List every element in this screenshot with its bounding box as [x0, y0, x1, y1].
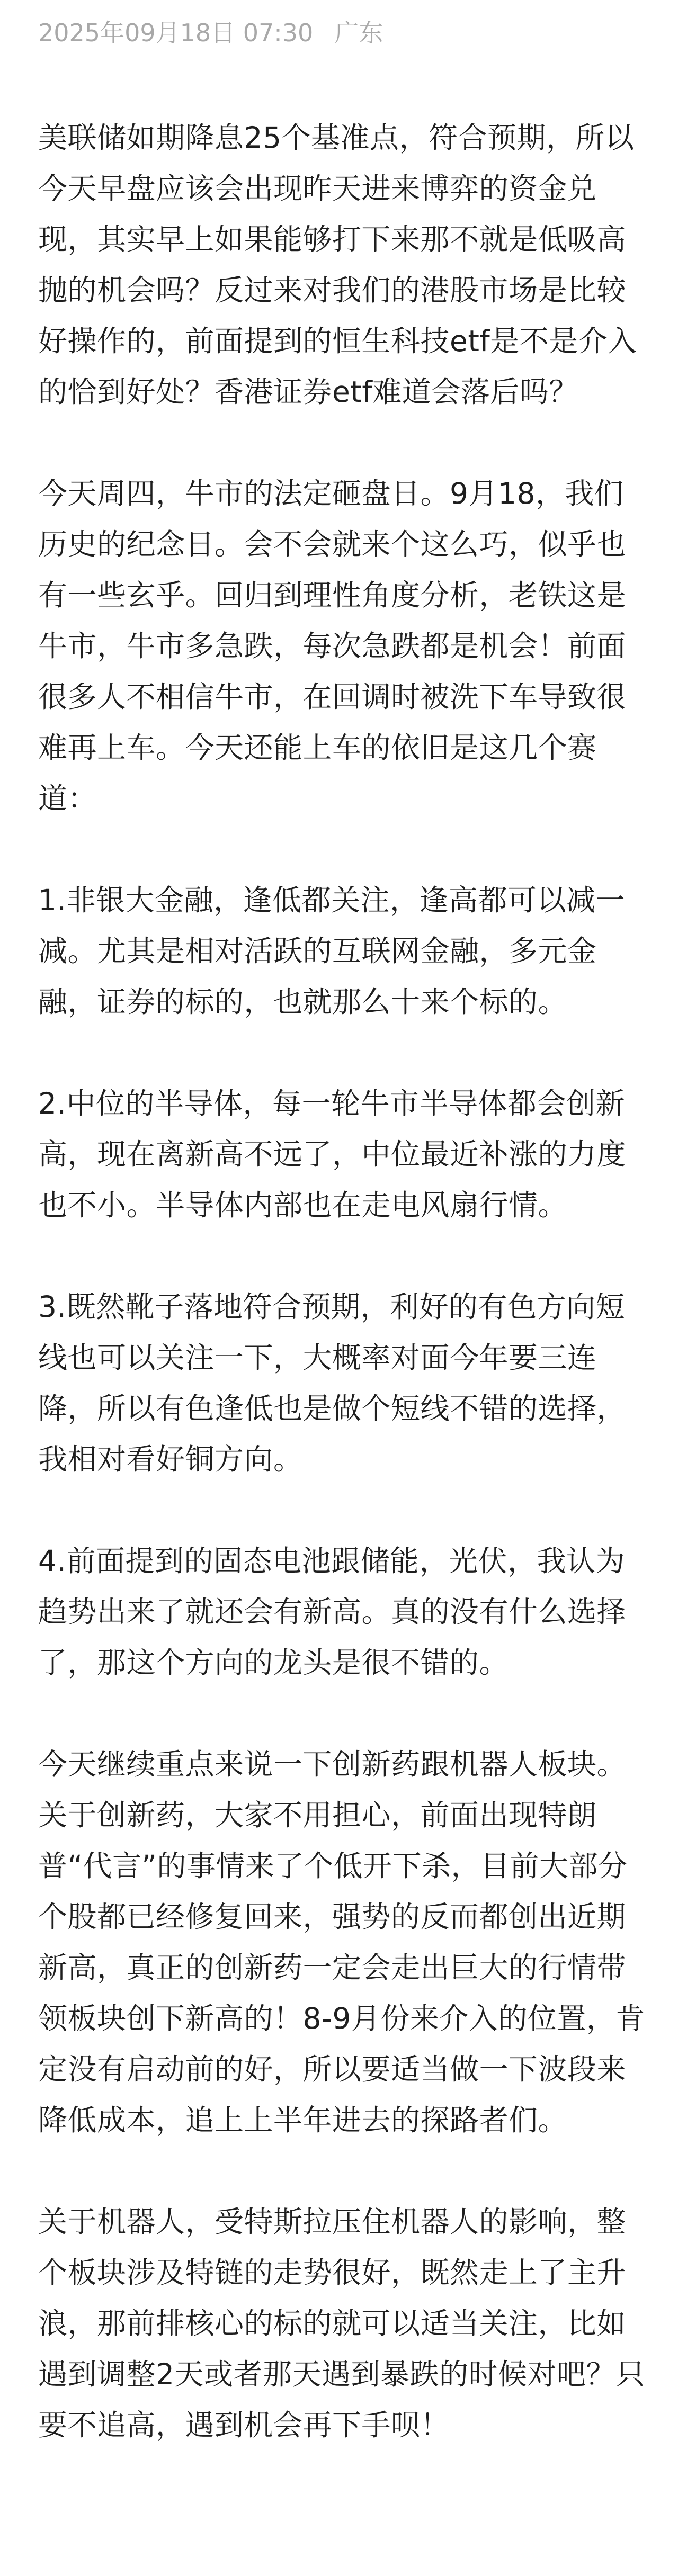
paragraph-sector-1: 1.非银大金融，逢低都关注，逢高都可以减一减。尤其是相对活跃的互联网金融，多元金融，证券的标的，也就那么十来个标的。 [38, 883, 625, 1019]
post-location: 广东 [334, 19, 383, 47]
paragraph-spacer [38, 1688, 653, 1739]
paragraph-sector-2: 2.中位的半导体，每一轮牛市半导体都会创新高，现在离新高不远了，中位最近补涨的力度也不小。半导体内部也在走电风扇行情。 [38, 1087, 627, 1222]
paragraph-robots: 关于机器人，受特斯拉压住机器人的影响，整个板块涉及特链的走势很好，既然走上了主升浪，那前排核心的标的就可以适当关注，比如遇到调整2天或者那天遇到暴跌的时候对吧？只要不追高，遇到机会再下手呗！ [38, 2205, 645, 2442]
paragraph-spacer [38, 2146, 653, 2196]
paragraph-spacer [38, 417, 653, 468]
post-meta [38, 17, 383, 49]
post-timestamp: 2025年09月18日 07:30 [38, 19, 314, 47]
paragraph-sector-3: 3.既然靴子落地符合预期，利好的有色方向短线也可以关注一下，大概率对面今年要三连降，所以有色逢低也是做个短线不错的选择，我相对看好铜方向。 [38, 1290, 627, 1476]
paragraph-spacer [38, 1027, 653, 1078]
paragraph-market-view: 今天周四，牛市的法定砸盘日。9月18，我们历史的纪念日。会不会就来个这么巧，似乎也有一些玄乎。回归到理性角度分析，老铁这是牛市，牛市多急跌，每次急跌都是机会！前面很多人不相信牛市，在回调时被洗下车导致很难再上车。今天还能上车的依旧是这几个赛道： [38, 477, 627, 815]
post-body [38, 112, 653, 2451]
paragraph-spacer [38, 1485, 653, 1536]
paragraph-spacer [38, 1231, 653, 1281]
paragraph-innovative-drugs: 今天继续重点来说一下创新药跟机器人板块。关于创新药，大家不用担心，前面出现特朗普“代言”的事情来了个低开下杀，目前大部分个股都已经修复回来，强势的反而都创出近期新高，真正的创新药一定会走出巨大的行情带领板块创下新高的！8-9月份来介入的位置，肯定没有启动前的好，所以要适当做一下波段来降低成本，追上上半年进去的探路者们。 [38, 1747, 645, 2137]
paragraph-intro: 美联储如期降息25个基准点，符合预期，所以今天早盘应该会出现昨天进来博弈的资金兑现，其实早上如果能够打下来那不就是低吸高抛的机会吗？反过来对我们的港股市场是比较好操作的，前面提到的恒生科技etf是不是介入的恰到好处？香港证券etf难道会落后吗？ [38, 121, 637, 409]
paragraph-spacer [38, 824, 653, 875]
paragraph-sector-4: 4.前面提到的固态电池跟储能，光伏，我认为趋势出来了就还会有新高。真的没有什么选择了，那这个方向的龙头是很不错的。 [38, 1544, 627, 1680]
